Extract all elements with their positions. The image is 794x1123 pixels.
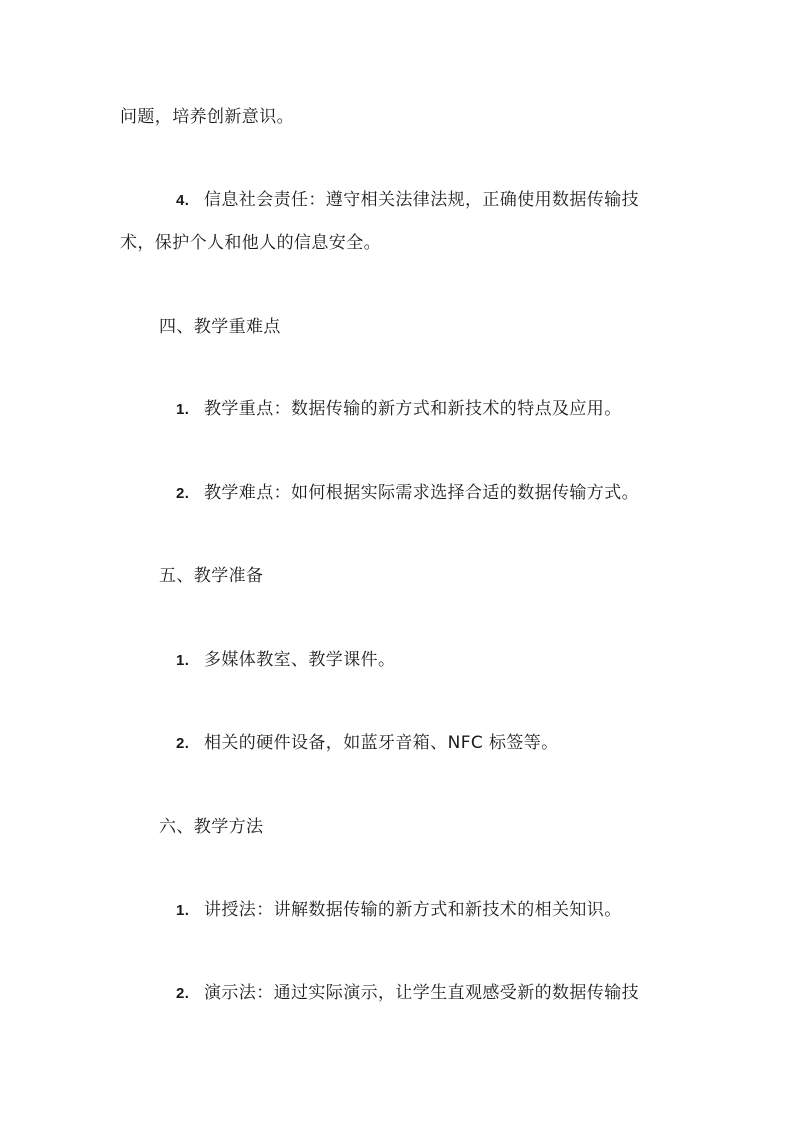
heading-text: 五、教学准备: [159, 566, 264, 586]
list-number: 1.: [176, 902, 190, 919]
list-item-teaching-difficulty: [176, 481, 639, 506]
line-text: 教学难点：如何根据实际需求选择合适的数据传输方式。: [204, 483, 639, 503]
line-text: 多媒体教室、教学课件。: [204, 650, 396, 670]
list-item-hardware: [176, 731, 559, 756]
line-text: 教学重点：数据传输的新方式和新技术的特点及应用。: [204, 399, 622, 419]
line-text: 术，保护个人和他人的信息安全。: [120, 233, 381, 253]
line-text: 相关的硬件设备，如蓝牙音箱、NFC 标签等。: [204, 733, 559, 753]
heading-text: 六、教学方法: [159, 817, 264, 837]
section-heading-key-points: [159, 315, 281, 339]
list-item-information-responsibility: [176, 188, 639, 213]
list-item-continuation: [120, 231, 381, 255]
list-item-multimedia: [176, 648, 395, 673]
line-text: 问题，培养创新意识。: [120, 107, 294, 127]
list-number: 2.: [176, 985, 190, 1002]
line-text: 演示法：通过实际演示，让学生直观感受新的数据传输技: [204, 983, 639, 1003]
list-number: 1.: [176, 401, 190, 418]
heading-text: 四、教学重难点: [159, 317, 281, 337]
list-number: 4.: [176, 192, 190, 209]
section-heading-preparation: [159, 564, 263, 588]
paragraph-continuation: [120, 105, 294, 129]
line-text: 讲授法：讲解数据传输的新方式和新技术的相关知识。: [204, 900, 622, 920]
list-item-lecture-method: [176, 898, 622, 923]
list-item-demonstration-method: [176, 981, 639, 1006]
list-item-teaching-focus: [176, 397, 622, 422]
section-heading-methods: [159, 815, 263, 839]
line-text: 信息社会责任：遵守相关法律法规，正确使用数据传输技: [204, 190, 639, 210]
list-number: 2.: [176, 735, 190, 752]
list-number: 2.: [176, 485, 190, 502]
list-number: 1.: [176, 652, 190, 669]
